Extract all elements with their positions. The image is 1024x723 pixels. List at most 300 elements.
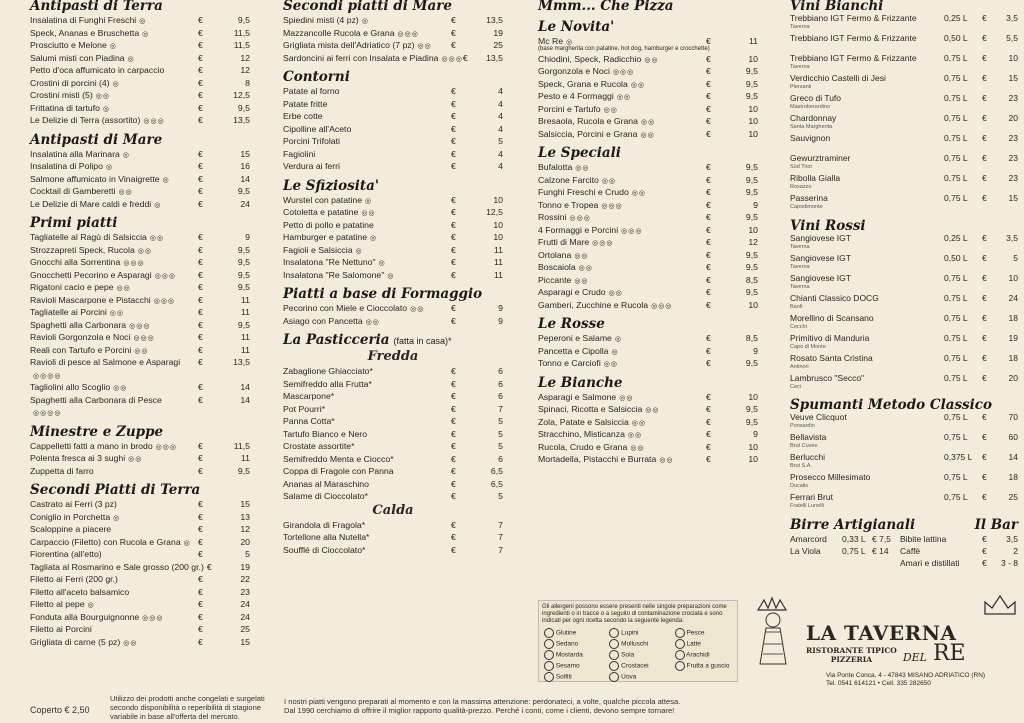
- menu-item-label: Grigliata mista dell'Adriatico (7 pz): [283, 40, 415, 51]
- wine-item: [790, 54, 1018, 74]
- menu-item-price: 5: [245, 549, 250, 560]
- wine-price: 3,5: [1006, 13, 1018, 23]
- menu-item-price: 14: [240, 382, 250, 393]
- menu-item: [30, 269, 250, 282]
- menu-item-price: 11: [240, 344, 250, 355]
- currency-symbol: €: [982, 492, 987, 502]
- wine-name-block: [790, 493, 944, 509]
- allergen-label: Sedano: [555, 640, 579, 648]
- menu-item: [538, 53, 758, 66]
- wine-item: [790, 433, 1018, 453]
- menu-item-price: 9,5: [745, 404, 758, 415]
- wine-name: Chianti Classico DOCG: [790, 293, 879, 303]
- currency-symbol: €: [198, 382, 203, 393]
- menu-item-name: [30, 295, 198, 305]
- menu-item-label: Gamberi, Zucchine e Rucola: [538, 299, 649, 310]
- currency-symbol: €: [451, 257, 456, 268]
- menu-item: [538, 224, 758, 237]
- menu-item-price: 9: [498, 303, 503, 314]
- menu-item-label: Speck, Grana e Rucola: [538, 78, 628, 89]
- menu-item-price: 10: [493, 219, 503, 230]
- wine-producer: Brut Cuvée: [790, 442, 818, 449]
- currency-symbol: €: [198, 294, 203, 305]
- menu-item: [30, 406, 250, 419]
- menu-item-price: 5: [498, 136, 503, 147]
- menu-item-price: 11,5: [233, 27, 250, 38]
- menu-item: [283, 52, 503, 65]
- menu-item: [30, 114, 250, 127]
- menu-item: [538, 161, 758, 174]
- wine-price: 14: [1008, 452, 1018, 462]
- allergen-icons: ◎: [387, 272, 395, 280]
- menu-item-price: 12: [240, 52, 250, 63]
- currency-symbol: €: [198, 357, 203, 368]
- wine-name: Sangiovese IGT: [790, 233, 851, 243]
- menu-item-name: [283, 40, 451, 50]
- allergen-icons: ◎◎: [113, 385, 128, 393]
- menu-item-label: Rigatoni cacio e pepe: [30, 282, 114, 293]
- menu-item-price: 7: [498, 519, 503, 530]
- menu-item-price: 9: [753, 429, 758, 440]
- menu-item: [30, 281, 250, 294]
- menu-item-price: 8: [245, 77, 250, 88]
- wine-item: [790, 473, 1018, 493]
- allergen-icons: ◎◎: [630, 81, 646, 89]
- menu-item: [30, 27, 250, 40]
- menu-item: [538, 453, 758, 466]
- wine-producer: Fratelli Lunelli: [790, 502, 824, 509]
- menu-item-label: Reali con Tartufo e Porcini: [30, 344, 132, 355]
- currency-symbol: €: [451, 86, 456, 97]
- menu-item-price: 10: [748, 454, 758, 465]
- section-subtitle: (fatta in casa)*: [393, 336, 452, 346]
- menu-item: [538, 115, 758, 128]
- wine-producer: Cecchi: [790, 323, 807, 330]
- menu-item-price: 10: [748, 53, 758, 64]
- menu-item-price: 9: [753, 345, 758, 356]
- section-title: Antipasti di Terra: [30, 0, 163, 14]
- menu-item: [283, 531, 503, 544]
- wine-item: [790, 154, 1018, 174]
- menu-item-label: Rossini: [538, 212, 567, 223]
- menu-item-price: 9,5: [745, 287, 758, 298]
- wine-size: 0,75 L: [944, 273, 968, 283]
- menu-item-price: 9,5: [745, 358, 758, 369]
- menu-item: [538, 186, 758, 199]
- menu-item: [30, 148, 250, 161]
- currency-symbol: €: [451, 391, 456, 402]
- allergen-label: Sesamo: [555, 662, 580, 670]
- section-title-birre: Birre Artigianali: [790, 517, 916, 533]
- wine-price: 10: [1008, 273, 1018, 283]
- currency-symbol: €: [982, 53, 987, 63]
- menu-item-name: [538, 212, 706, 222]
- currency-symbol: €: [206, 561, 212, 572]
- menu-item-price: 12: [240, 524, 250, 535]
- beer-name: Amarcord: [790, 534, 827, 544]
- menu-item: [30, 14, 250, 27]
- currency-symbol: €: [706, 212, 711, 223]
- wine-name: Primitivo di Manduria: [790, 333, 870, 343]
- menu-item-name: [283, 454, 451, 464]
- menu-item-label: Fiorentina (all'etto): [30, 549, 102, 560]
- currency-symbol: €: [198, 186, 203, 197]
- menu-item: [283, 519, 503, 532]
- menu-item: [538, 286, 758, 299]
- allergen-icons: ◎◎◎: [441, 55, 463, 63]
- wine-name: Ribolla Gialla: [790, 173, 841, 183]
- currency-symbol: €: [451, 98, 456, 109]
- menu-item-name: [30, 65, 198, 75]
- menu-item-label: Girandola di Fragola*: [283, 519, 366, 530]
- allergen-icons: ◎: [154, 201, 162, 209]
- wine-name-block: [790, 274, 944, 290]
- menu-item-name: [283, 379, 451, 389]
- menu-item: [283, 453, 503, 466]
- menu-item: [283, 315, 503, 328]
- wine-size: 0,75 L: [944, 193, 968, 203]
- menu-item-price: 23: [240, 586, 250, 597]
- bar-item: [900, 557, 1018, 569]
- section-title: Le Bianche: [538, 374, 623, 391]
- allergen-icons: ◎◎: [659, 457, 674, 465]
- menu-item-price: 24: [240, 611, 250, 622]
- menu-item-name: [283, 232, 451, 242]
- menu-item-price: 10: [493, 232, 503, 243]
- wine-price: 18: [1008, 353, 1018, 363]
- wine-item: [790, 94, 1018, 114]
- menu-item-price: 11: [240, 332, 250, 343]
- menu-item: [538, 261, 758, 274]
- menu-item: [30, 394, 250, 407]
- menu-item-label: Asparagi e Salmone: [538, 391, 617, 402]
- restaurant-logo: [806, 622, 1016, 688]
- wine-size: 0,75 L: [944, 333, 968, 343]
- menu-item-label: Filetto all'aceto balsamico: [30, 586, 130, 597]
- wine-size: 0,75 L: [944, 133, 968, 143]
- currency-symbol: €: [982, 534, 987, 544]
- menu-item-name: [283, 195, 451, 205]
- allergen-icon: [675, 639, 685, 649]
- currency-symbol: €: [451, 532, 456, 543]
- menu-item-label: Fagiolini: [283, 148, 316, 159]
- logo-name: LA TAVERNA: [806, 621, 957, 645]
- currency-symbol: €: [451, 40, 456, 51]
- menu-item-name: [30, 453, 198, 463]
- wine-item: [790, 334, 1018, 354]
- menu-item-name: [30, 370, 198, 380]
- column-antipasti-primi: [30, 0, 250, 648]
- currency-symbol: €: [451, 136, 456, 147]
- menu-item-price: 10: [748, 299, 758, 310]
- menu-item-price: 10: [748, 391, 758, 402]
- menu-item-name: [30, 562, 207, 572]
- menu-item: [30, 185, 250, 198]
- section-title-bar: Il Bar: [974, 517, 1018, 533]
- currency-symbol: €: [198, 257, 203, 268]
- allergen-icons: ◎◎: [128, 456, 143, 464]
- logo-del: DEL: [902, 651, 927, 664]
- menu-item-label: Mortadella, Pistacchi e Burrata: [538, 454, 657, 465]
- currency-symbol: €: [198, 282, 203, 293]
- menu-item-price: 25: [493, 40, 503, 51]
- menu-item-label: Frittatina di tartufo: [30, 102, 101, 113]
- allergen-entry: [607, 650, 668, 660]
- menu-item-label: Fonduta alla Bourguignonne: [30, 611, 140, 622]
- wine-name-block: [790, 34, 944, 44]
- wine-price: 19: [1008, 333, 1018, 343]
- wine-list-rossi: [790, 234, 1018, 394]
- menu-item: [283, 39, 503, 52]
- menu-item-name: [283, 15, 451, 25]
- section-title: Secondi piatti di Mare: [283, 0, 452, 14]
- menu-item: [283, 244, 503, 257]
- wine-name-block: [790, 134, 944, 144]
- birre-bar-list: [790, 533, 1018, 569]
- menu-item-price: 6: [498, 378, 503, 389]
- wine-producer: Brut S.A.: [790, 462, 813, 469]
- menu-item-price: 9,5: [745, 249, 758, 260]
- menu-item-price: 13,5: [486, 52, 503, 63]
- menu-item-name: [283, 161, 451, 171]
- wine-list-spumanti: [790, 413, 1018, 513]
- menu-item-price: 8,5: [745, 333, 758, 344]
- wine-name: Sauvignon: [790, 133, 831, 143]
- allergen-icons: ◎◎: [95, 93, 110, 101]
- menu-item: [30, 561, 250, 574]
- allergen-entry: [607, 672, 668, 682]
- menu-item-label: Coppa di Fragole con Panna: [283, 466, 394, 477]
- menu-item-price: 9,5: [745, 78, 758, 89]
- menu-item-name: [538, 79, 706, 89]
- wine-name-block: [790, 374, 944, 390]
- menu-item-label: Mascarpone*: [283, 391, 335, 402]
- currency-symbol: €: [198, 524, 203, 535]
- menu-item-price: 15: [240, 148, 250, 159]
- currency-symbol: €: [706, 128, 711, 139]
- menu-item-name: [30, 524, 198, 534]
- section-title: Primi piatti: [30, 215, 118, 231]
- wine-name: Trebbiano IGT Fermo & Frizzante: [790, 13, 917, 23]
- menu-item-label: Salame di Cioccolato*: [283, 491, 368, 502]
- menu-item-label: Spinaci, Ricotta e Salsiccia: [538, 404, 643, 415]
- menu-item-price: 9,5: [745, 262, 758, 273]
- menu-item-name: [30, 161, 198, 171]
- menu-item-name: [30, 199, 198, 209]
- currency-symbol: €: [451, 269, 456, 280]
- menu-item-label: Insalatona "Re Salomone": [283, 269, 385, 280]
- menu-item-price: 9: [245, 232, 250, 243]
- allergen-icons: ◎: [122, 151, 130, 159]
- currency-symbol: €: [982, 452, 987, 462]
- currency-symbol: €: [198, 332, 203, 343]
- menu-item: [30, 319, 250, 332]
- wine-price: 15: [1008, 73, 1018, 83]
- currency-symbol: €: [706, 199, 711, 210]
- allergen-icons: ◎◎◎: [154, 272, 177, 280]
- menu-item-label: Porcini e Tartufo: [538, 103, 601, 114]
- wine-item: [790, 174, 1018, 194]
- menu-item: [283, 231, 503, 244]
- wine-size: 0,75 L: [944, 173, 968, 183]
- logo-re: RE: [932, 641, 966, 666]
- menu-item: [283, 219, 503, 232]
- allergen-label: Solfiti: [555, 673, 572, 681]
- menu-item-name: [30, 587, 198, 597]
- wine-producer: Mastroberardino: [790, 103, 831, 110]
- currency-symbol: €: [198, 536, 203, 547]
- wine-price: 18: [1008, 313, 1018, 323]
- menu-item-label: Tagliata al Rosmarino e Sale grosso (200 gr.): [30, 561, 204, 572]
- menu-item-price: 11,5: [233, 40, 250, 51]
- wine-size: 0,75 L: [944, 472, 968, 482]
- menu-item: [538, 174, 758, 187]
- menu-item-price: 5: [498, 441, 503, 452]
- menu-item-price: 12,5: [233, 90, 250, 101]
- wine-price: 23: [1008, 173, 1018, 183]
- currency-symbol: €: [198, 549, 203, 560]
- currency-symbol: €: [982, 173, 987, 183]
- menu-item-name: [30, 245, 198, 255]
- menu-item-label: Insalatina di Polipo: [30, 161, 103, 172]
- menu-item: [30, 294, 250, 307]
- menu-item: [283, 490, 503, 503]
- menu-item-name: [30, 232, 198, 242]
- allergen-icons: ◎◎◎: [612, 69, 635, 77]
- wine-producer: Banfi: [790, 303, 803, 310]
- allergen-icons: ◎: [355, 247, 363, 255]
- column-pizza: [538, 0, 758, 466]
- menu-item-label: 4 Formaggi e Porcini: [538, 224, 619, 235]
- currency-symbol: €: [982, 412, 987, 422]
- wine-name-block: [790, 154, 944, 170]
- menu-item-name: [283, 270, 451, 280]
- currency-symbol: €: [982, 113, 987, 123]
- menu-item: [30, 611, 250, 624]
- currency-symbol: €: [706, 274, 711, 285]
- currency-symbol: €: [982, 546, 987, 556]
- menu-item-name: [30, 174, 198, 184]
- bar-item-price: 3 - 8: [1000, 558, 1018, 568]
- menu-item-name: [283, 316, 451, 326]
- allergen-icon: [544, 628, 554, 638]
- allergen-icons: ◎: [566, 39, 574, 47]
- currency-symbol: €: [982, 13, 987, 23]
- menu-item-label: Scaloppine a piacere: [30, 524, 112, 535]
- wine-price: 20: [1008, 373, 1018, 383]
- menu-item-name: [538, 417, 706, 427]
- allergen-label: Frutta a guscio: [686, 662, 730, 670]
- currency-symbol: €: [451, 194, 456, 205]
- wine-producer: Ducalis: [790, 482, 809, 489]
- coperto-price: Coperto € 2,50: [30, 705, 90, 715]
- menu-item-name: [30, 345, 198, 355]
- menu-item: [283, 148, 503, 161]
- menu-item-price: 12,5: [486, 207, 503, 218]
- wine-price: 23: [1008, 133, 1018, 143]
- allergen-icons: ◎◎◎: [142, 614, 164, 622]
- menu-item-name: [283, 466, 451, 476]
- menu-item-label: Petto d'oca affumicato in carpaccio: [30, 65, 165, 76]
- wine-producer: Capo di Monte: [790, 343, 826, 350]
- currency-symbol: €: [451, 244, 456, 255]
- menu-item-label: Gnocchetti Pecorino e Asparagi: [30, 269, 152, 280]
- menu-item-name: [30, 103, 198, 113]
- menu-item-price: 14: [240, 173, 250, 184]
- menu-item-label: Mazzancolle Rucola e Grana: [283, 27, 395, 38]
- menu-item-label: Tagliatelle al Ragù di Salsiccia: [30, 232, 147, 243]
- bar-list: [900, 533, 1018, 569]
- birre-bar-header: [790, 517, 1018, 533]
- wine-name-block: [790, 433, 944, 449]
- currency-symbol: €: [198, 90, 203, 101]
- allergen-icons: ◎◎: [640, 131, 655, 139]
- allergen-icons: ◎◎: [575, 165, 590, 173]
- menu-item: [30, 39, 250, 52]
- wine-item: [790, 14, 1018, 34]
- currency-symbol: €: [982, 333, 987, 343]
- currency-symbol: €: [198, 40, 203, 51]
- currency-symbol: €: [451, 491, 456, 502]
- currency-symbol: €: [706, 358, 711, 369]
- menu-item-name: [538, 175, 706, 185]
- wine-name-block: [790, 334, 944, 350]
- wine-item: [790, 314, 1018, 334]
- menu-item-price: 4: [498, 86, 503, 97]
- menu-item-name: [30, 15, 198, 25]
- menu-item-label: Semifreddo Menta e Ciocco*: [283, 453, 394, 464]
- currency-symbol: €: [451, 207, 456, 218]
- wine-producer: Rosazzo: [790, 183, 812, 190]
- menu-item-price: 4: [498, 98, 503, 109]
- menu-item-label: Salsiccia, Porcini e Grana: [538, 128, 638, 139]
- allergen-icons: ◎◎: [574, 277, 589, 285]
- allergen-icons: ◎◎: [608, 290, 623, 298]
- menu-item-label: Tartufo Bianco e Nero: [283, 428, 368, 439]
- wine-price: 10: [1008, 53, 1018, 63]
- menu-item-price: 7: [498, 403, 503, 414]
- menu-item-name: [30, 441, 198, 451]
- currency-symbol: €: [198, 52, 203, 63]
- menu-item-name: [30, 537, 198, 547]
- currency-symbol: €: [982, 73, 987, 83]
- menu-item-label: Stracchino, Misticanza: [538, 429, 625, 440]
- logo-subline: [806, 641, 1016, 666]
- menu-item-name: [30, 78, 198, 88]
- wine-producer: Taverna: [790, 23, 810, 30]
- menu-item-price: 5: [498, 491, 503, 502]
- menu-item: [30, 173, 250, 186]
- wine-name-block: [790, 54, 944, 70]
- menu-item-name: [283, 391, 451, 401]
- footer-left-line: secondo disponibilità o reperibilità di stagione: [110, 703, 261, 712]
- menu-item: [538, 332, 758, 345]
- menu-item: [283, 269, 503, 282]
- allergen-icons: ◎◎◎◎: [33, 410, 62, 418]
- wine-price: 18: [1008, 472, 1018, 482]
- menu-item: [30, 498, 250, 511]
- menu-item-label: Cocktail di Gamberetti: [30, 186, 116, 197]
- menu-item: [538, 403, 758, 416]
- menu-item-name: [283, 257, 451, 267]
- wine-size: 0,75 L: [944, 73, 968, 83]
- footer-left-line: variabile in base all'offerta del mercato.: [110, 712, 240, 721]
- wine-size: 0,75 L: [944, 153, 968, 163]
- menu-item: [30, 465, 250, 478]
- allergen-icons: ◎◎◎: [592, 240, 614, 248]
- menu-item-label: Ortolana: [538, 249, 572, 260]
- menu-item: [283, 428, 503, 441]
